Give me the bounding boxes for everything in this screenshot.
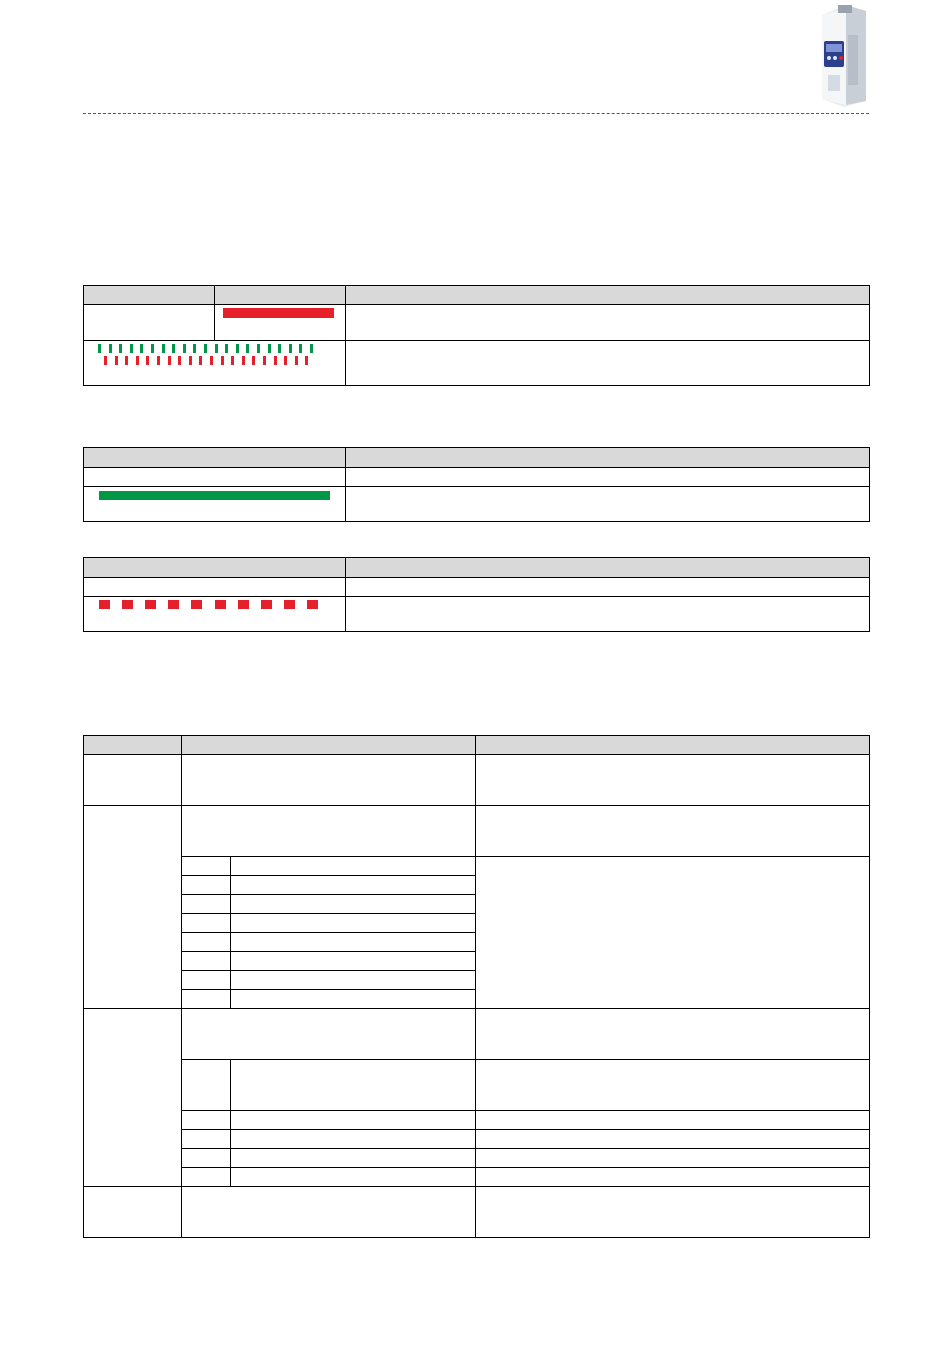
led-status-table-3 [83, 557, 870, 632]
table-header-row [84, 286, 870, 305]
red-flash-pulse [99, 600, 110, 609]
header-cell [346, 286, 870, 305]
table-cell [182, 971, 231, 990]
table-cell [182, 933, 231, 952]
green-blink-pulse [140, 344, 143, 353]
green-blink-pulse [310, 344, 313, 353]
table-cell [346, 597, 870, 632]
green-blink-pulse [119, 344, 122, 353]
table-cell [84, 487, 346, 522]
table-cell [231, 895, 476, 914]
red-blink-pulse [189, 356, 192, 365]
led-status-table-1 [83, 285, 870, 386]
red-blink-pulse [115, 356, 118, 365]
red-flash-pulse [145, 600, 156, 609]
table-cell [476, 755, 870, 806]
red-blink-pulse [136, 356, 139, 365]
table-row [84, 806, 870, 857]
table-cell [346, 305, 870, 341]
table-cell [231, 933, 476, 952]
table-cell [476, 1060, 870, 1111]
header-cell [182, 736, 476, 755]
red-led-on-indicator [223, 308, 334, 318]
table-cell [231, 1111, 476, 1130]
green-blink-pulse [98, 344, 101, 353]
table-cell [182, 1130, 231, 1149]
table-row [84, 487, 870, 522]
green-blink-pulse [278, 344, 281, 353]
red-blink-pulse [274, 356, 277, 365]
header-cell [84, 286, 215, 305]
red-blink-pulse [104, 356, 107, 365]
table-row [84, 755, 870, 806]
header-cell [84, 736, 182, 755]
table-header-row [84, 736, 870, 755]
table-cell [84, 578, 346, 597]
table-cell [231, 876, 476, 895]
table-cell [346, 341, 870, 386]
green-blink-pulse [151, 344, 154, 353]
table-cell [182, 1149, 231, 1168]
table-cell [231, 971, 476, 990]
green-blink-pulse [257, 344, 260, 353]
green-led-on-indicator [99, 491, 330, 500]
led-status-table-2 [83, 447, 870, 522]
table-cell [476, 806, 870, 857]
red-flash-pulse [215, 600, 226, 609]
table-cell [231, 990, 476, 1009]
red-blink-pulse [305, 356, 308, 365]
red-blink-pulse [210, 356, 213, 365]
table-cell [84, 1187, 182, 1238]
red-blink-pulse [242, 356, 245, 365]
header-cell [476, 736, 870, 755]
table-row [84, 1111, 870, 1130]
table-row [84, 1187, 870, 1238]
table-header-row [84, 558, 870, 578]
table-row [84, 1130, 870, 1149]
header-cell [215, 286, 346, 305]
red-blink-pulse [295, 356, 298, 365]
red-flash-pulse [284, 600, 295, 609]
table-cell [84, 341, 346, 386]
table-row [84, 1060, 870, 1111]
green-blink-pulse [183, 344, 186, 353]
red-blink-pulse [231, 356, 234, 365]
table-cell [182, 1168, 231, 1187]
green-blink-pulse [109, 344, 112, 353]
table-cell [346, 468, 870, 487]
green-red-blink-indicator [84, 341, 345, 381]
header-cell [84, 448, 346, 468]
red-blink-pulse [284, 356, 287, 365]
parameter-table [83, 735, 870, 1238]
table-row [84, 341, 870, 386]
red-blink-pulse [168, 356, 171, 365]
red-blink-pulse [178, 356, 181, 365]
green-blink-pulse [289, 344, 292, 353]
table-cell [476, 857, 870, 1009]
red-blink-pulse [146, 356, 149, 365]
table-cell [182, 952, 231, 971]
table-cell [84, 597, 346, 632]
table-cell [182, 914, 231, 933]
table-cell [182, 895, 231, 914]
green-blink-pulse [204, 344, 207, 353]
header-cell [346, 558, 870, 578]
green-blink-pulse [215, 344, 218, 353]
table-row [84, 1009, 870, 1060]
green-blink-pulse [162, 344, 165, 353]
red-flash-pulse [238, 600, 249, 609]
red-blink-pulse [125, 356, 128, 365]
table-cell [346, 487, 870, 522]
header-divider [83, 113, 869, 114]
table-row [84, 1168, 870, 1187]
red-blink-pulse [263, 356, 266, 365]
table-cell [476, 1111, 870, 1130]
table-cell [182, 806, 476, 857]
green-blink-pulse [172, 344, 175, 353]
table-cell [182, 876, 231, 895]
table-cell [231, 1060, 476, 1111]
green-blink-pulse [225, 344, 228, 353]
green-blink-pulse [130, 344, 133, 353]
table-cell [84, 1009, 182, 1187]
table-cell [476, 1130, 870, 1149]
table-cell [182, 755, 476, 806]
red-blink-pulse [199, 356, 202, 365]
table-cell [476, 1149, 870, 1168]
green-blink-pulse [268, 344, 271, 353]
table-cell [231, 914, 476, 933]
header-cell [346, 448, 870, 468]
table-row [84, 468, 870, 487]
table-cell [84, 468, 346, 487]
table-cell [231, 1130, 476, 1149]
table-cell [182, 1009, 476, 1060]
red-flash-pulse [261, 600, 272, 609]
red-flash-pulse [191, 600, 202, 609]
red-flash-pulse [307, 600, 318, 609]
table-cell [84, 806, 182, 1009]
table-cell [231, 1149, 476, 1168]
table-cell [476, 1009, 870, 1060]
red-flash-pulse [122, 600, 133, 609]
table-cell [231, 857, 476, 876]
header-cell [84, 558, 346, 578]
table-cell [182, 857, 231, 876]
table-cell [476, 1168, 870, 1187]
table-cell [476, 1187, 870, 1238]
red-led-flash-indicator [84, 597, 345, 617]
inverter-device-image [810, 5, 868, 107]
table-row [84, 578, 870, 597]
table-row [84, 857, 870, 876]
green-blink-pulse [236, 344, 239, 353]
red-blink-pulse [157, 356, 160, 365]
table-cell [182, 1060, 231, 1111]
green-blink-pulse [193, 344, 196, 353]
red-blink-pulse [252, 356, 255, 365]
table-cell [84, 305, 215, 341]
red-blink-pulse [221, 356, 224, 365]
table-row [84, 597, 870, 632]
table-cell [84, 755, 182, 806]
table-cell [182, 990, 231, 1009]
table-cell [182, 1187, 476, 1238]
red-flash-pulse [168, 600, 179, 609]
table-row [84, 1149, 870, 1168]
table-cell [215, 305, 346, 341]
table-cell [231, 952, 476, 971]
table-cell [182, 1111, 231, 1130]
green-blink-pulse [299, 344, 302, 353]
table-cell [346, 578, 870, 597]
green-blink-pulse [246, 344, 249, 353]
table-cell [231, 1168, 476, 1187]
table-row [84, 305, 870, 341]
table-header-row [84, 448, 870, 468]
